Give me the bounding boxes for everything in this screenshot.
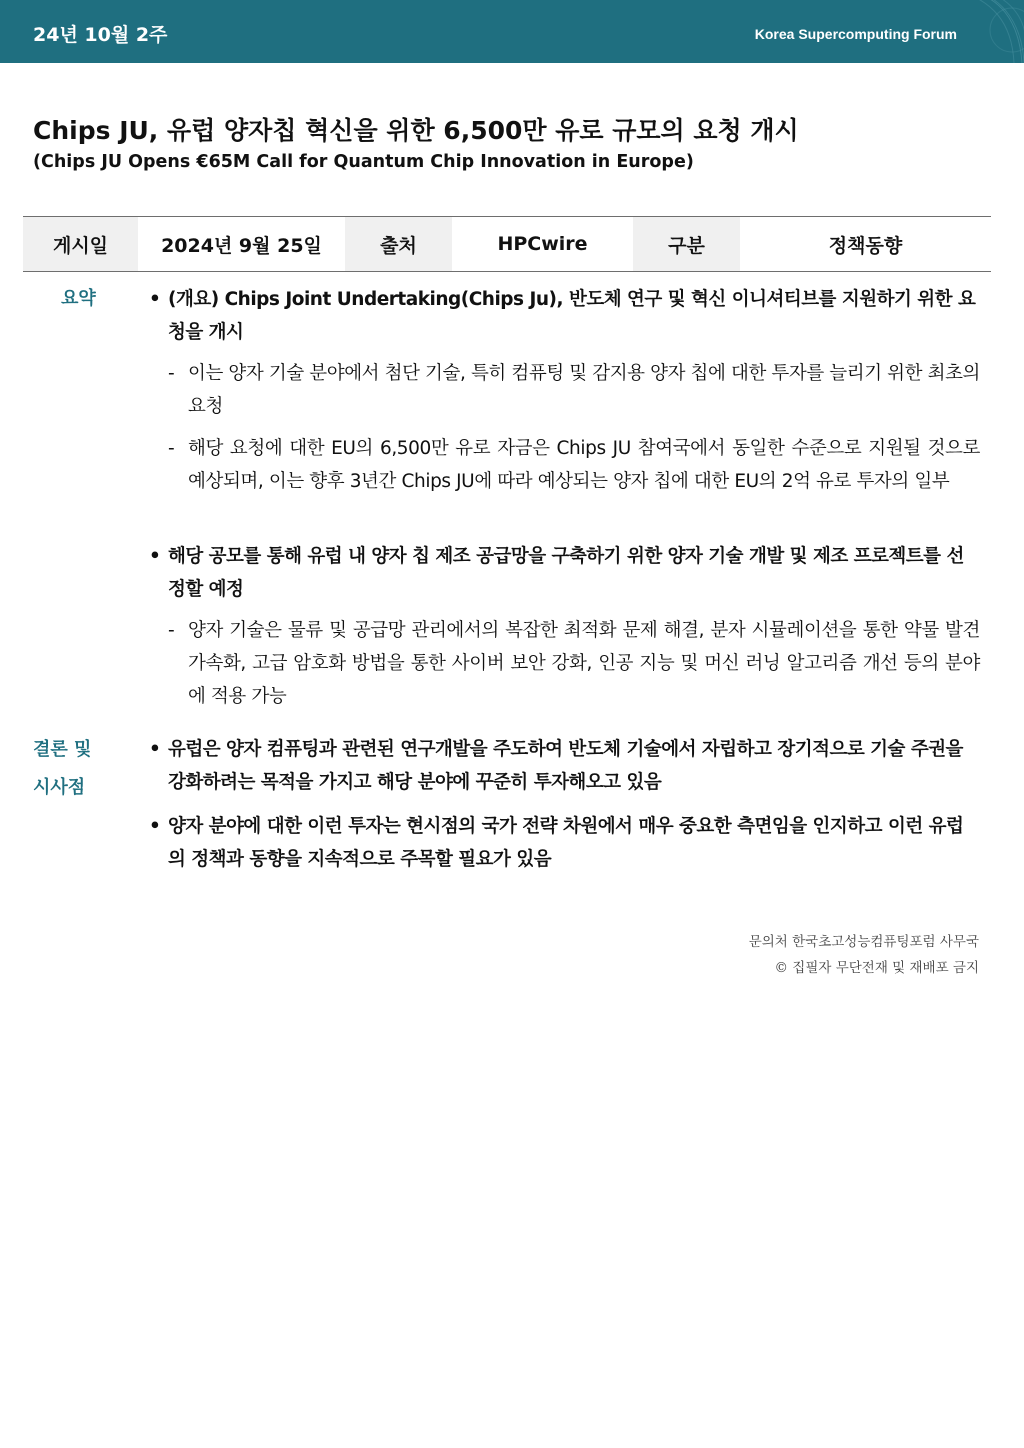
- bullet-icon: •: [149, 816, 161, 837]
- source-label: 출처: [345, 217, 452, 271]
- category-value: 정책동향: [828, 234, 903, 257]
- page-subtitle: (Chips JU Opens €65M Call for Quantum Chip Innovation in Europe): [33, 152, 694, 172]
- header-bar: [0, 0, 1024, 63]
- footer-contact: 문의처 한국초고성능컴퓨팅포럼 사무국: [748, 934, 979, 950]
- header-decoration-icon: [904, 0, 1024, 63]
- summary-bullet: • (개요) Chips Joint Undertaking(Chips Ju), 반도체 연구 및 혁신 이니셔티브를 지원하기 위한 요청을 개시: [168, 283, 980, 349]
- summary-bullet: • 해당 공모를 통해 유럽 내 양자 칩 제조 공급망을 구축하기 위한 양자 기술 개발 및 제조 프로젝트를 선정할 예정: [168, 540, 980, 606]
- summary-sub-item: - 이는 양자 기술 분야에서 첨단 기술, 특히 컴퓨팅 및 감지용 양자 칩에 대한 투자를 늘리기 위한 최초의 요청: [188, 357, 980, 423]
- bullet-icon: •: [149, 739, 161, 760]
- summary-sub-item: - 양자 기술은 물류 및 공급망 관리에서의 복잡한 최적화 문제 해결, 분자 시뮬레이션을 통한 약물 발견 가속화, 고급 암호화 방법을 통한 사이버 보안 강화, 인공 지능 및 머신 러닝 알고리즘 개선 등의 분야에 적용 가능: [188, 614, 980, 713]
- date-value: 2024년 9월 25일: [161, 234, 322, 257]
- dash-icon: -: [168, 363, 175, 384]
- category-label: 구분: [633, 217, 740, 271]
- dash-icon: -: [168, 620, 175, 641]
- summary-label: 요약: [61, 288, 96, 309]
- summary-sub-item: - 해당 요청에 대한 EU의 6,500만 유로 자금은 Chips JU 참여국에서 동일한 수준으로 지원될 것으로 예상되며, 이는 향후 3년간 Chips JU에 따라 예상되는 양자 칩에 대한 EU의 2억 유로 투자의 일부: [188, 432, 980, 498]
- conclusion-bullet: • 양자 분야에 대한 이런 투자는 현시점의 국가 전략 차원에서 매우 중요한 측면임을 인지하고 이런 유럽의 정책과 동향을 지속적으로 주목할 필요가 있음: [168, 810, 980, 876]
- footer-copyright: © 집필자 무단전재 및 재배포 금지: [774, 960, 979, 976]
- source-value: HPCwire: [497, 233, 588, 255]
- page-title: Chips JU, 유럽 양자칩 혁신을 위한 6,500만 유로 규모의 요청 개시: [33, 116, 799, 145]
- bullet-icon: •: [149, 289, 161, 310]
- dash-icon: -: [168, 438, 175, 459]
- conclusion-bullet: • 유럽은 양자 컴퓨팅과 관련된 연구개발을 주도하여 반도체 기술에서 자립하고 장기적으로 기술 주권을 강화하려는 목적을 가지고 해당 분야에 꾸준히 투자해오고 있음: [168, 733, 980, 799]
- header-forum-name: Korea Supercomputing Forum: [754, 26, 957, 42]
- conclusion-label-line1: 결론 및: [33, 739, 92, 760]
- conclusion-label-line2: 시사점: [33, 777, 86, 798]
- header-week: 24년 10월 2주: [33, 24, 168, 46]
- meta-table: [23, 216, 991, 272]
- date-label: 게시일: [23, 217, 138, 271]
- bullet-icon: •: [149, 546, 161, 567]
